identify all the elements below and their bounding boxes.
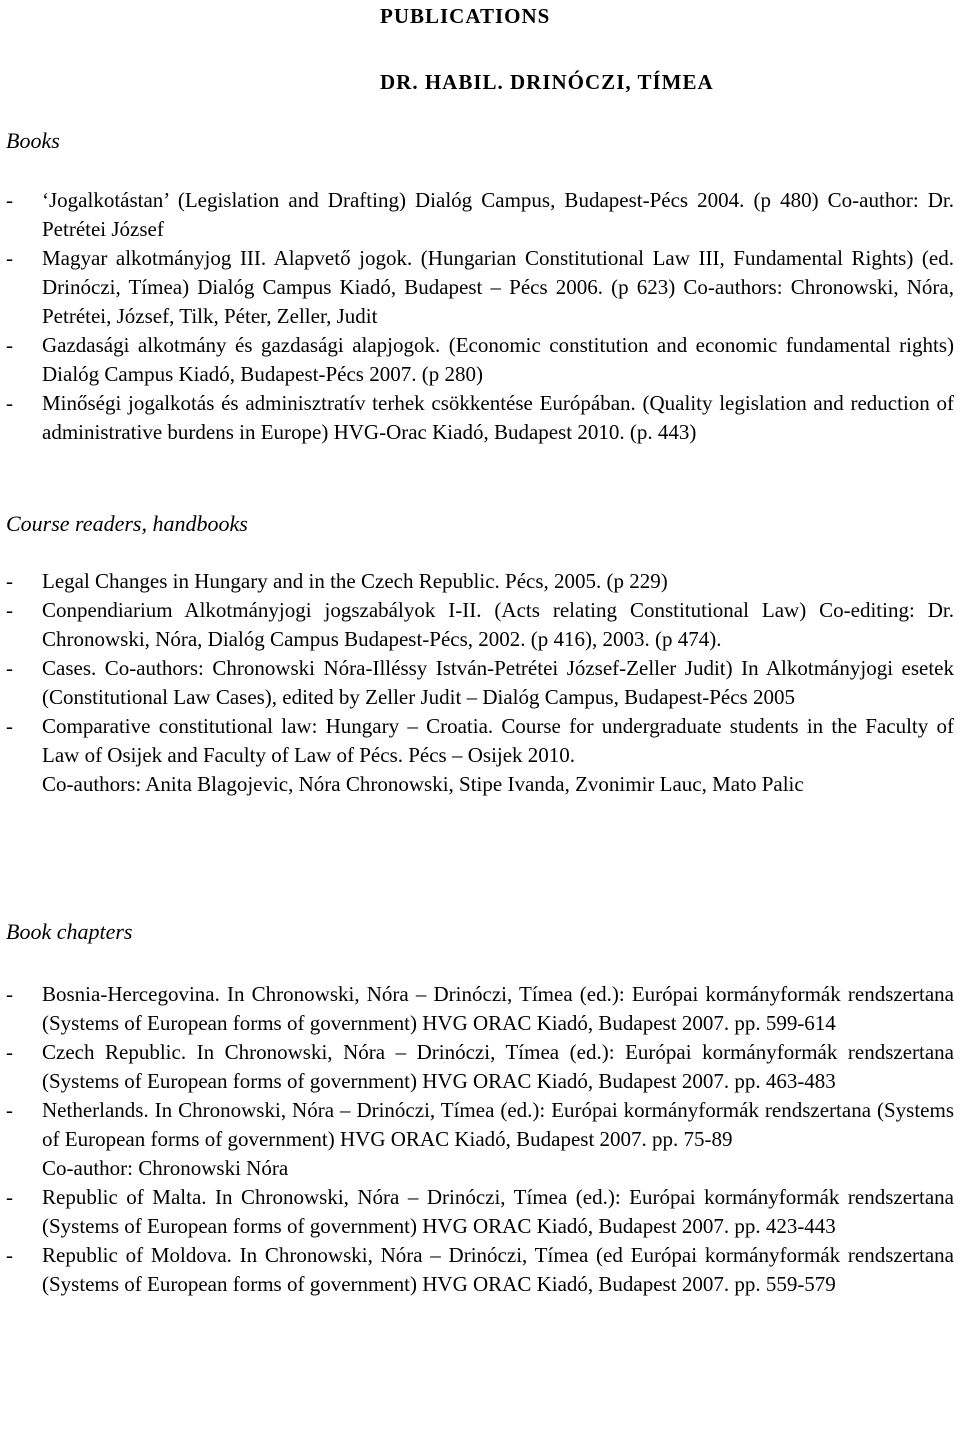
list-item: - Conpendiarium Alkotmányjogi jogszabályok I-II. (Acts relating Constitutional Law) Co-editing: Dr. Chronowski, Nóra, Dialóg Campus Budapest-Pécs, 2002. (p 416), 2003. (p 474).	[6, 598, 954, 651]
list-item: - Legal Changes in Hungary and in the Czech Republic. Pécs, 2005. (p 229)	[6, 569, 668, 593]
section-heading-books: Books	[6, 128, 60, 153]
course-readers-list	[6, 567, 954, 799]
section-heading-book-chapters: Book chapters	[6, 919, 133, 944]
page-title: PUBLICATIONS	[380, 4, 551, 28]
co-author-note: Co-author: Chronowski Nóra	[42, 1156, 289, 1180]
section-heading-course-readers: Course readers, handbooks	[6, 511, 248, 536]
books-list	[6, 186, 954, 447]
list-item: - Comparative constitutional law: Hungary – Croatia. Course for undergraduate students in the Faculty of Law of Osijek and Faculty of Law of Pécs. Pécs – Osijek 2010. Co-authors: Anita Blagojevic, Nóra Chronowski, Stipe Ivanda, Zvonimir Lauc, Mato Palic	[6, 712, 954, 799]
co-authors-note: Co-authors: Anita Blagojevic, Nóra Chronowski, Stipe Ivanda, Zvonimir Lauc, Mato Palic	[42, 772, 804, 796]
list-item: - Netherlands. In Chronowski, Nóra – Drinóczi, Tímea (ed.): Európai kormányformák rendszertana (Systems of European forms of government) HVG ORAC Kiadó, Budapest 2007. pp. 75-89 Co-author: Chronowski Nóra	[6, 1096, 954, 1183]
list-item: - Magyar alkotmányjog III. Alapvető jogok. (Hungarian Constitutional Law III, Fundamental Rights) (ed. Drinóczi, Tímea) Dialóg Campus Kiadó, Budapest – Pécs 2006. (p 623) Co-authors: Chronowski, Nóra, Petrétei, József, Tilk, Péter, Zeller, Judit	[6, 246, 954, 328]
book-chapters-list	[6, 980, 954, 1299]
list-item: - Czech Republic. In Chronowski, Nóra – Drinóczi, Tímea (ed.): Európai kormányformák rendszertana (Systems of European forms of government) HVG ORAC Kiadó, Budapest 2007. pp. 463-483	[6, 1040, 954, 1093]
list-item: - Minőségi jogalkotás és adminisztratív terhek csökkentése Európában. (Quality legislation and reduction of administrative burdens in Europe) HVG-Orac Kiadó, Budapest 2010. (p. 443)	[6, 391, 954, 444]
list-item: - Republic of Malta. In Chronowski, Nóra – Drinóczi, Tímea (ed.): Európai kormányformák rendszertana (Systems of European forms of government) HVG ORAC Kiadó, Budapest 2007. pp. 423-443	[6, 1185, 954, 1238]
list-item: - ‘Jogalkotástan’ (Legislation and Drafting) Dialóg Campus, Budapest-Pécs 2004. (p 480) Co-author: Dr. Petrétei József	[6, 188, 954, 241]
list-item: - Republic of Moldova. In Chronowski, Nóra – Drinóczi, Tímea (ed Európai kormányformák rendszertana (Systems of European forms of government) HVG ORAC Kiadó, Budapest 2007. pp. 559-579	[6, 1243, 954, 1296]
author-name: DR. HABIL. DRINÓCZI, TÍMEA	[380, 70, 714, 94]
list-item: - Cases. Co-authors: Chronowski Nóra-Illéssy István-Petrétei József-Zeller Judit) In Alkotmányjogi esetek (Constitutional Law Cases), edited by Zeller Judit – Dialóg Campus, Budapest-Pécs 2005	[6, 656, 954, 709]
list-item: - Bosnia-Hercegovina. In Chronowski, Nóra – Drinóczi, Tímea (ed.): Európai kormányformák rendszertana (Systems of European forms of government) HVG ORAC Kiadó, Budapest 2007. pp. 599-614	[6, 982, 954, 1035]
list-item: - Gazdasági alkotmány és gazdasági alapjogok. (Economic constitution and economic fundamental rights) Dialóg Campus Kiadó, Budapest-Pécs 2007. (p 280)	[6, 333, 954, 386]
